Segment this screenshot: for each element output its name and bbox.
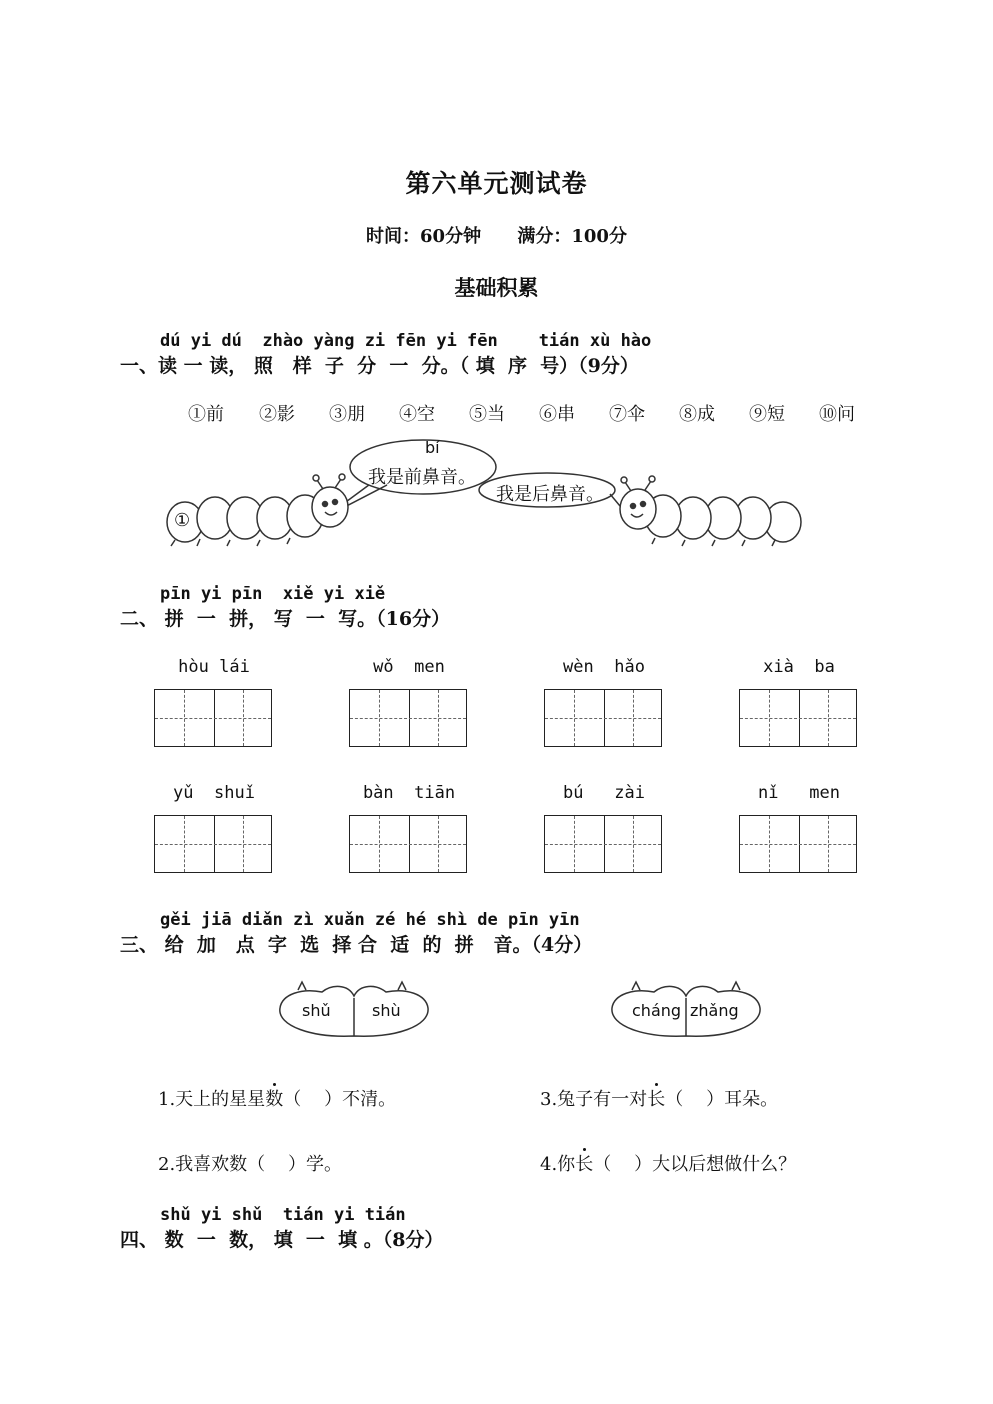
q1-pinyin: dú yi dú zhào yàng zi fēn yi fēn tián xù hào [160, 331, 652, 351]
caterpillar-illustration [155, 432, 815, 557]
full-score: 满分：100分 [517, 226, 627, 247]
exam-info [0, 222, 993, 248]
bubble-left-pinyin: bí [425, 438, 440, 457]
option-9: ⑨短 [749, 404, 785, 425]
word-pinyin: bàn tiān [362, 783, 456, 803]
leaf-chang: cháng [632, 1001, 682, 1020]
caterpillar-left [167, 474, 348, 546]
q4-prompt: 四、 数 一 数， 填 一 填 。（8分） [120, 1229, 444, 1251]
sentence-2: 2.我喜欢数（ ）学。 [158, 1154, 343, 1175]
q2-prompt: 二、 拼 一 拼， 写 一 写。（16分） [120, 608, 451, 630]
word-pinyin: nǐ men [758, 783, 840, 803]
dotted-char: 长 [647, 1089, 666, 1110]
option-3: ③朋 [329, 404, 365, 425]
tianzige-box[interactable] [154, 689, 272, 747]
q3-prompt: 三、 给 加 点 字 选 择 合 适 的 拼 音。（4分） [120, 934, 593, 956]
sentence-4: 4.你长（ ）大以后想做什么？ [540, 1154, 797, 1175]
page-title: 第六单元测试卷 [405, 169, 588, 198]
dotted-char: 数 [265, 1089, 284, 1110]
word-pinyin: xià ba [763, 657, 835, 677]
bubble-left-text: 我是前鼻音。 [368, 467, 476, 488]
leaf-shu3: shǔ [302, 1001, 331, 1020]
leaf-shu4: shù [372, 1001, 401, 1020]
caterpillar-right [620, 476, 801, 546]
tianzige-box[interactable] [739, 689, 857, 747]
option-5: ⑤当 [469, 404, 505, 425]
tianzige-box[interactable] [349, 689, 467, 747]
tianzige-box[interactable] [544, 689, 662, 747]
leaf-zhang: zhǎng [690, 1001, 739, 1020]
tianzige-box[interactable] [349, 815, 467, 873]
q1-prompt: 一、读 一 读， 照 样 子 分 一 分。（ 填 序 号）（9分） [120, 355, 639, 377]
word-pinyin: wèn hǎo [563, 657, 645, 677]
section-heading: 基础积累 [454, 275, 539, 300]
option-2: ②影 [259, 404, 295, 425]
time-limit: 时间：60分钟 [366, 226, 482, 247]
option-8: ⑧成 [679, 404, 715, 425]
tianzige-box[interactable] [154, 815, 272, 873]
q3-pinyin: gěi jiā diǎn zì xuǎn zé hé shì de pīn yīn [160, 910, 580, 930]
word-pinyin: wǒ men [373, 657, 445, 677]
caterpillar-left-mark: ① [174, 510, 191, 531]
tianzige-box[interactable] [739, 815, 857, 873]
option-10: ⑩问 [819, 404, 855, 425]
option-6: ⑥串 [539, 404, 575, 425]
q2-pinyin: pīn yi pīn xiě yi xiě [160, 584, 386, 604]
option-4: ④空 [399, 404, 435, 425]
tianzige-box[interactable] [544, 815, 662, 873]
sentence-3: 3.兔子有一对长（ ）耳朵。 [540, 1089, 779, 1110]
word-pinyin: hòu lái [178, 657, 250, 677]
option-7: ⑦伞 [609, 404, 645, 425]
option-1: ①前 [188, 404, 224, 425]
q4-pinyin: shǔ yi shǔ tián yi tián [160, 1205, 406, 1225]
word-pinyin: bú zài [563, 783, 645, 803]
bubble-right-text: 我是后鼻音。 [496, 484, 604, 505]
dotted-char: 长 [575, 1154, 594, 1175]
sentence-1: 1.天上的星星数（ ）不清。 [158, 1089, 397, 1110]
word-pinyin: yǔ shuǐ [173, 783, 255, 803]
